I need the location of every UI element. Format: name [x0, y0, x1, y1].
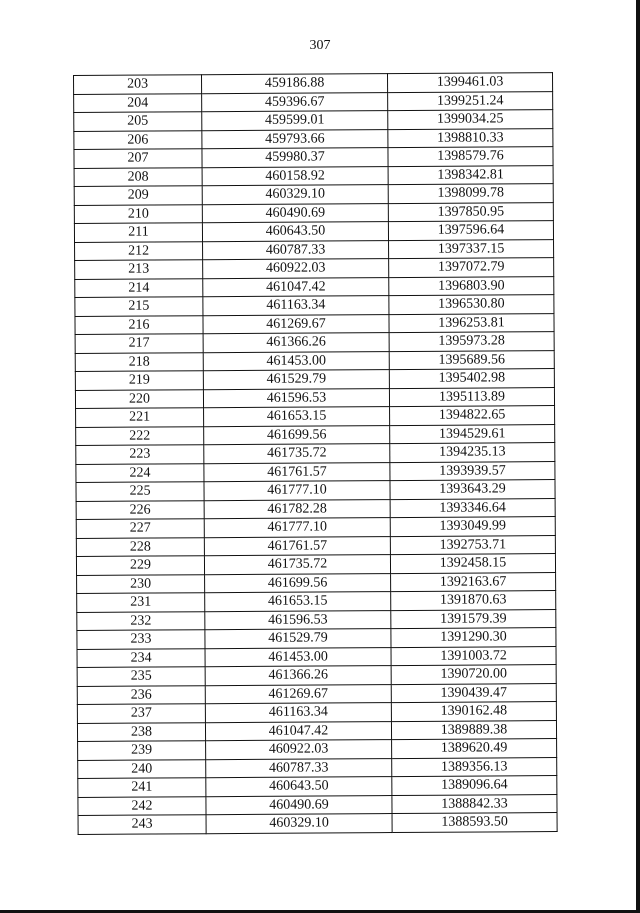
- x-coordinate-cell: 461735.72: [204, 444, 390, 464]
- x-coordinate-cell: 461735.72: [204, 555, 390, 575]
- x-coordinate-cell: 459793.66: [202, 129, 388, 149]
- y-coordinate-cell: 1395689.56: [389, 350, 554, 370]
- x-coordinate-cell: 461761.57: [204, 462, 390, 482]
- y-coordinate-cell: 1393643.29: [390, 480, 555, 500]
- point-number-cell: 237: [77, 704, 205, 723]
- y-coordinate-cell: 1397337.15: [389, 239, 554, 259]
- y-coordinate-cell: 1395113.89: [389, 387, 554, 407]
- y-coordinate-cell: 1392163.67: [391, 572, 556, 592]
- y-coordinate-cell: 1391003.72: [391, 646, 556, 666]
- y-coordinate-cell: 1394822.65: [390, 406, 555, 426]
- x-coordinate-cell: 461529.79: [203, 370, 389, 390]
- point-number-cell: 215: [75, 297, 203, 316]
- y-coordinate-cell: 1397596.64: [388, 221, 553, 241]
- y-coordinate-cell: 1393346.64: [390, 498, 555, 518]
- point-number-cell: 225: [76, 482, 204, 501]
- point-number-cell: 216: [75, 315, 203, 334]
- point-number-cell: 208: [74, 167, 202, 186]
- point-number-cell: 204: [74, 93, 202, 112]
- x-coordinate-cell: 461366.26: [203, 333, 389, 353]
- point-number-cell: 212: [75, 241, 203, 260]
- point-number-cell: 227: [76, 519, 204, 538]
- y-coordinate-cell: 1389356.13: [392, 757, 557, 777]
- point-number-cell: 205: [74, 112, 202, 131]
- point-number-cell: 240: [78, 759, 206, 778]
- scan-edge-right: [636, 0, 640, 913]
- point-number-cell: 238: [77, 722, 205, 741]
- point-number-cell: 233: [77, 630, 205, 649]
- y-coordinate-cell: 1399034.25: [388, 110, 553, 130]
- y-coordinate-cell: 1399461.03: [387, 73, 552, 93]
- x-coordinate-cell: 459599.01: [202, 111, 388, 131]
- page-number: 307: [309, 38, 331, 53]
- x-coordinate-cell: 460922.03: [206, 740, 392, 760]
- y-coordinate-cell: 1394529.61: [390, 424, 555, 444]
- x-coordinate-cell: 460158.92: [202, 166, 388, 186]
- y-coordinate-cell: 1391870.63: [391, 591, 556, 611]
- point-number-cell: 234: [77, 648, 205, 667]
- coordinate-table-body: [74, 73, 558, 834]
- x-coordinate-cell: 461653.15: [205, 592, 391, 612]
- x-coordinate-cell: 460329.10: [206, 814, 392, 834]
- x-coordinate-cell: 459980.37: [202, 148, 388, 168]
- y-coordinate-cell: 1398099.78: [388, 184, 553, 204]
- x-coordinate-cell: 461761.57: [204, 536, 390, 556]
- point-number-cell: 231: [77, 593, 205, 612]
- y-coordinate-cell: 1398342.81: [388, 165, 553, 185]
- point-number-cell: 241: [78, 778, 206, 797]
- y-coordinate-cell: 1388593.50: [392, 813, 557, 833]
- point-number-cell: 206: [74, 130, 202, 149]
- x-coordinate-cell: 460490.69: [206, 795, 392, 815]
- point-number-cell: 232: [77, 611, 205, 630]
- x-coordinate-cell: 461269.67: [203, 314, 389, 334]
- table-row: [78, 813, 557, 834]
- y-coordinate-cell: 1393049.99: [390, 517, 555, 537]
- x-coordinate-cell: 461163.34: [205, 703, 391, 723]
- y-coordinate-cell: 1389620.49: [392, 739, 557, 759]
- y-coordinate-cell: 1397850.95: [388, 202, 553, 222]
- x-coordinate-cell: 461047.42: [203, 277, 389, 297]
- point-number-cell: 228: [76, 537, 204, 556]
- x-coordinate-cell: 459396.67: [202, 92, 388, 112]
- y-coordinate-cell: 1389889.38: [391, 720, 556, 740]
- y-coordinate-cell: 1396253.81: [389, 313, 554, 333]
- coordinate-table-wrapper: [73, 72, 557, 834]
- y-coordinate-cell: 1390439.47: [391, 683, 556, 703]
- x-coordinate-cell: 460922.03: [203, 259, 389, 279]
- x-coordinate-cell: 461047.42: [205, 721, 391, 741]
- point-number-cell: 209: [74, 186, 202, 205]
- point-number-cell: 213: [75, 260, 203, 279]
- x-coordinate-cell: 461782.28: [204, 499, 390, 519]
- y-coordinate-cell: 1392753.71: [390, 535, 555, 555]
- x-coordinate-cell: 460329.10: [202, 185, 388, 205]
- point-number-cell: 210: [74, 204, 202, 223]
- x-coordinate-cell: 461163.34: [203, 296, 389, 316]
- y-coordinate-cell: 1397072.79: [389, 258, 554, 278]
- y-coordinate-cell: 1398810.33: [388, 128, 553, 148]
- x-coordinate-cell: 460787.33: [203, 240, 389, 260]
- y-coordinate-cell: 1395973.28: [389, 332, 554, 352]
- point-number-cell: 221: [76, 408, 204, 427]
- x-coordinate-cell: 461453.00: [205, 647, 391, 667]
- y-coordinate-cell: 1398579.76: [388, 147, 553, 167]
- y-coordinate-cell: 1393939.57: [390, 461, 555, 481]
- x-coordinate-cell: 461699.56: [204, 425, 390, 445]
- x-coordinate-cell: 461453.00: [203, 351, 389, 371]
- y-coordinate-cell: 1392458.15: [390, 554, 555, 574]
- point-number-cell: 214: [75, 278, 203, 297]
- x-coordinate-cell: 461529.79: [205, 629, 391, 649]
- x-coordinate-cell: 461653.15: [204, 407, 390, 427]
- point-number-cell: 243: [78, 815, 206, 834]
- point-number-cell: 207: [74, 149, 202, 168]
- y-coordinate-cell: 1394235.13: [390, 443, 555, 463]
- y-coordinate-cell: 1389096.64: [392, 776, 557, 796]
- y-coordinate-cell: 1391290.30: [391, 628, 556, 648]
- x-coordinate-cell: 461596.53: [205, 610, 391, 630]
- point-number-cell: 203: [74, 75, 202, 94]
- point-number-cell: 219: [75, 371, 203, 390]
- point-number-cell: 220: [75, 389, 203, 408]
- y-coordinate-cell: 1395402.98: [389, 369, 554, 389]
- y-coordinate-cell: 1396530.80: [389, 295, 554, 315]
- point-number-cell: 242: [78, 796, 206, 815]
- point-number-cell: 239: [78, 741, 206, 760]
- point-number-cell: 224: [76, 463, 204, 482]
- y-coordinate-cell: 1390162.48: [391, 702, 556, 722]
- y-coordinate-cell: 1396803.90: [389, 276, 554, 296]
- point-number-cell: 229: [76, 556, 204, 575]
- point-number-cell: 236: [77, 685, 205, 704]
- point-number-cell: 223: [76, 445, 204, 464]
- point-number-cell: 222: [76, 426, 204, 445]
- point-number-cell: 235: [77, 667, 205, 686]
- x-coordinate-cell: 459186.88: [202, 74, 388, 94]
- x-coordinate-cell: 461269.67: [205, 684, 391, 704]
- x-coordinate-cell: 460490.69: [202, 203, 388, 223]
- x-coordinate-cell: 460787.33: [206, 758, 392, 778]
- coordinate-table: [73, 72, 558, 834]
- point-number-cell: 217: [75, 334, 203, 353]
- x-coordinate-cell: 461699.56: [205, 573, 391, 593]
- point-number-cell: 230: [77, 574, 205, 593]
- point-number-cell: 226: [76, 500, 204, 519]
- y-coordinate-cell: 1388842.33: [392, 794, 557, 814]
- point-number-cell: 218: [75, 352, 203, 371]
- point-number-cell: 211: [74, 223, 202, 242]
- y-coordinate-cell: 1391579.39: [391, 609, 556, 629]
- x-coordinate-cell: 460643.50: [202, 222, 388, 242]
- x-coordinate-cell: 461366.26: [205, 666, 391, 686]
- x-coordinate-cell: 461777.10: [204, 518, 390, 538]
- x-coordinate-cell: 461777.10: [204, 481, 390, 501]
- x-coordinate-cell: 460643.50: [206, 777, 392, 797]
- y-coordinate-cell: 1399251.24: [388, 91, 553, 111]
- y-coordinate-cell: 1390720.00: [391, 665, 556, 685]
- x-coordinate-cell: 461596.53: [203, 388, 389, 408]
